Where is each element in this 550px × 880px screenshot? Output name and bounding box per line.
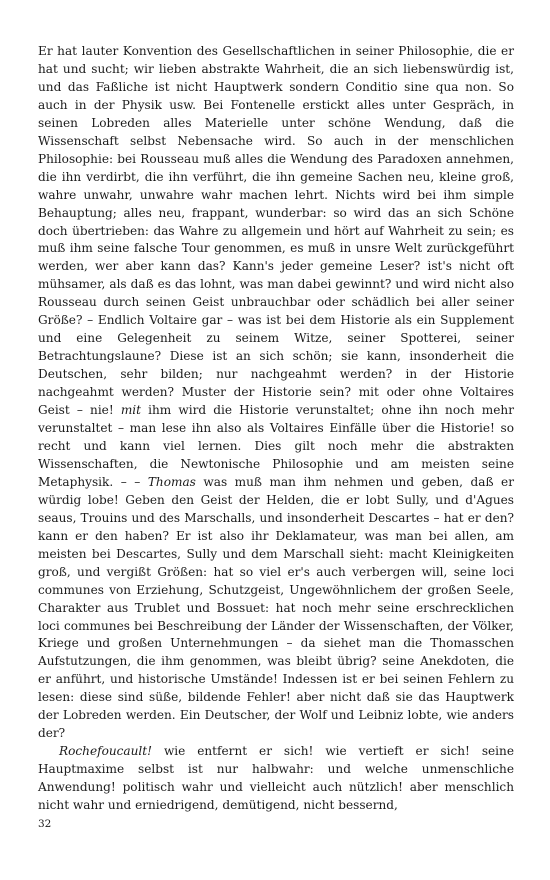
text-segment: was muß man ihm nehmen und geben, daß er würdig lobe! Geben den Geist der Helden, die er lobt Sully, und d'Agues seaus, Trouins und des Marschalls, und insonderheit Descartes – hat er den? kann er den haben? Er ist also ihr Deklamateur, was man bei allen, am meisten bei Descartes, Sully und dem Marschall sieht: macht Kleinigkeiten groß, und vergißt Größen: hat so viel er's auch verbergen will, seine loci communes von Erziehung, Schutzgeist, Ungewöhnlichem der großen Seele, Charakter aus Trublet und Bossuet: hat noch mehr seine erschrecklichen loci communes bei Beschreibung der Länder der Wissenschaften, der Völker, Kriege und großen Unternehmungen – da siehet man die Thomasschen Aufstutzungen, die ihm genommen, was bleibt übrig? seine Anekdoten, die er anführt, und historische Umstände! Indessen ist er bei seinen Fehlern zu lesen: diese sind süße, bildende Fehler! aber nicht daß sie das Hauptwerk der Lobreden werden. Ein Deutscher, der Wolf und Leibniz lobte, wie anders der? xyxy=(38,474,514,741)
emphasis-thomas: Thomas xyxy=(147,474,196,489)
paragraph-1 xyxy=(38,43,514,743)
text-segment: Er hat lauter Konvention des Gesellschaftlichen in seiner Philosophie, die er hat und sucht; wir lieben abstrakte Wahrheit, die an sich liebenswürdig ist, und das Faßliche ist nicht Hauptwerk sondern Conditio sine qua non. So auch in der Physik usw. Bei Fontenelle erstickt alles unter Gespräch, in seinen Lobreden alles Materielle unter schöne Wendung, daß die Wissenschaft selbst Nebensache wird. So auch in der menschlichen Philosophie: bei Rousseau muß alles die Wendung des Paradoxen annehmen, die ihn verdirbt, die ihn verführt, die ihn gemeine Sachen neu, kleine groß, wahre unwahr, unwahre wahr machen lehrt. Nichts wird bei ihm simple Behauptung; alles neu, frappant, wunderbar: so wird das an sich Schöne doch übertrieben: das Wahre zu allgemein und hört auf Wahrheit zu sein; es muß ihm seine falsche Tour genommen, es muß in unsre Welt zurückgeführt werden, wer aber kann das? Kann's jeder gemeine Leser? ist's nicht oft mühsamer, als daß es das lohnt, was man dabei gewinnt? und wird nicht also Rousseau durch seinen Geist unbrauchbar oder schädlich bei aller seiner Größe? – Endlich Voltaire gar – was ist bei dem Historie als ein Supplement und eine Gelegenheit zu seinem Witze, seiner Spotterei, seiner Betrachtungslaune? Diese ist an sich schön; sie kann, insonderheit die Deutschen, sehr bilden; nur nachgeahmt werden? in der Historie nachgeahmt werden? Muster der Historie sein? mit oder ohne Voltaires Geist – nie! xyxy=(38,44,514,418)
text-segment: wie entfernt er sich! wie vertieft er sich! seine Hauptmaxime selbst ist nur halbwahr: und welche unmenschliche Anwendung! politisch wahr und vielleicht auch nützlich! aber menschlich nicht wahr und erniedrigend, demütigend, nicht bessernd, xyxy=(38,744,514,813)
emphasis-mit: mit xyxy=(120,403,142,418)
paragraph-2 xyxy=(38,743,514,815)
page-number: 32 xyxy=(38,818,52,830)
page-body xyxy=(38,43,514,815)
text-segment: ihm wird die Historie verunstaltet; ohne ihn noch mehr verunstaltet – man lese ihn also als Voltaires Einfälle über die Historie! so recht und kann viel lernen. Dies gilt noch mehr die abstrakten Wissenschaften, die Newtonische Philosophie und am meisten seine Metaphysik. – – xyxy=(38,403,514,489)
emphasis-rochefoucault: Rochefoucault! xyxy=(59,744,153,759)
